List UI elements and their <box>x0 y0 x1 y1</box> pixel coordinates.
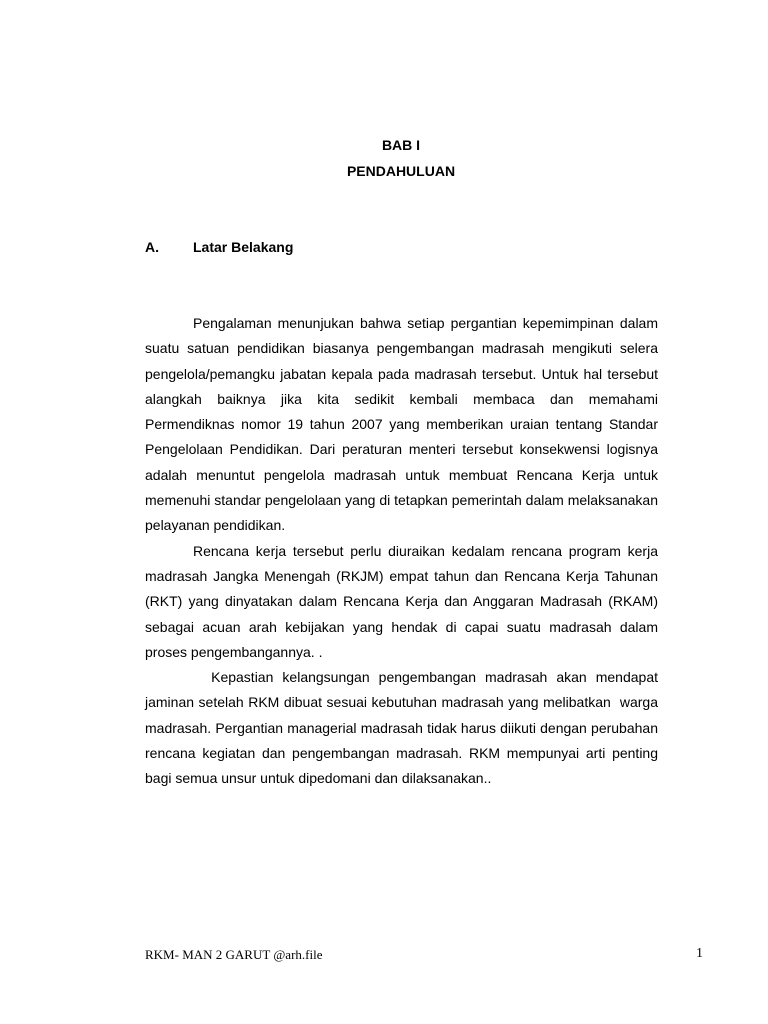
paragraph-3: Kepastian kelangsungan pengembangan madrasah akan mendapat jaminan setelah RKM dibuat sesuai kebutuhan madrasah yang melibatkan warga madrasah. Pergantian managerial madrasah tidak harus diikuti dengan perubahan rencana kegiatan dan pengembangan madrasah. RKM mempunyai arti penting bagi semua unsur untuk dipedomani dan dilaksanakan.. <box>145 669 662 787</box>
paragraph-1: Pengalaman menunjukan bahwa setiap pergantian kepemimpinan dalam suatu satuan pendidikan biasanya pengembangan madrasah mengikuti selera pengelola/pemangku jabatan kepala pada madrasah tersebut. Untuk hal tersebut alangkah baiknya jika kita sedikit kembali membaca dan memahami Permendiknas nomor 19 tahun 2007 yang memberikan uraian tentang Standar Pengelolaan Pendidikan. Dari peraturan menteri tersebut konsekwensi logisnya adalah menuntut pengelola madrasah untuk membuat Rencana Kerja untuk memenuhi standar pengelolaan yang di tetapkan pemerintah dalam melaksanakan pelayanan pendidikan. <box>145 315 658 534</box>
chapter-number: BAB I <box>381 137 421 153</box>
section-heading <box>145 239 293 255</box>
footer-text: RKM- MAN 2 GARUT @arh.file <box>145 947 323 962</box>
section-letter: A. <box>145 239 159 255</box>
paragraph-2: Rencana kerja tersebut perlu diuraikan kedalam rencana program kerja madrasah Jangka Menengah (RKJM) empat tahun dan Rencana Kerja Tahunan (RKT) yang dinyatakan dalam Rencana Kerja dan Anggaran Madrasah (RKAM) sebagai acuan arah kebijakan yang hendak di capai suatu madrasah dalam proses pengembangannya. . <box>145 542 658 660</box>
page-number: 1 <box>696 946 703 961</box>
section-title: Latar Belakang <box>193 239 294 255</box>
body-text <box>145 311 662 792</box>
chapter-title: PENDAHULUAN <box>346 163 456 179</box>
